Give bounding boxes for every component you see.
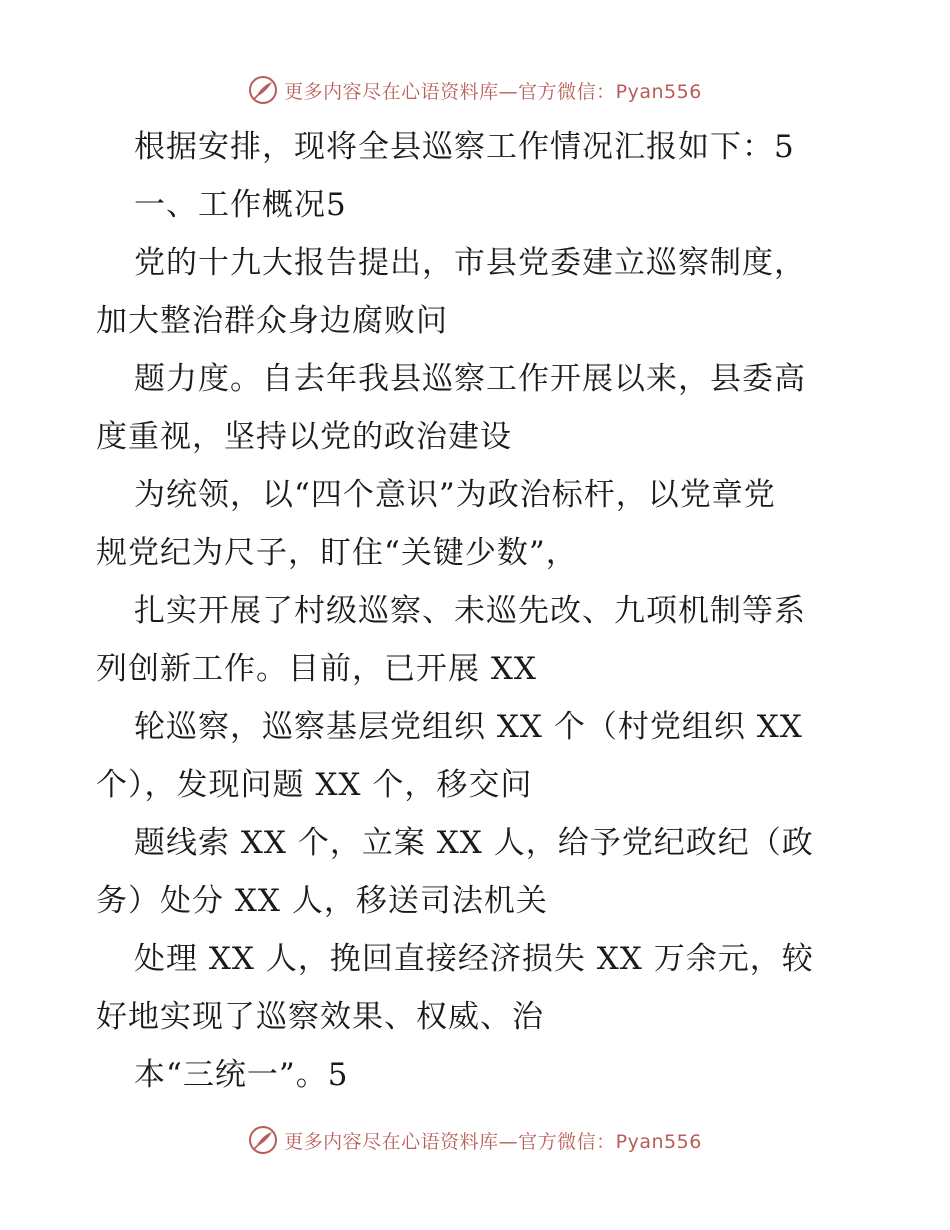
body-line: 本“三统一”。5 [134,1057,349,1093]
body-line: 务）处分 XX 人，移送司法机关 [96,883,548,919]
document-body [96,118,856,1104]
body-line: 规党纪为尺子，盯住“关键少数”， [96,535,578,571]
section-heading: 一、工作概况5 [134,187,347,223]
body-line: 为统领，以“四个意识”为政治标杆，以党章党 [134,477,776,513]
body-line: 扎实开展了村级巡察、未巡先改、九项机制等系 [134,593,806,629]
watermark-text: 更多内容尽在心语资料库—官方微信：Pyan556 [284,80,702,103]
body-line: 处理 XX 人，挽回直接经济损失 XX 万余元，较 [134,941,814,977]
body-line: 列创新工作。目前，已开展 XX [96,651,537,687]
body-line: 党的十九大报告提出，市县党委建立巡察制度， [134,245,806,281]
watermark-text: 更多内容尽在心语资料库—官方微信：Pyan556 [284,1130,702,1153]
body-line: 题力度。自去年我县巡察工作开展以来，县委高 [134,361,806,397]
body-line: 加大整治群众身边腐败问 [96,303,448,339]
body-line: 好地实现了巡察效果、权威、治 [96,999,544,1035]
footer-watermark [0,1120,950,1160]
feather-logo-icon [248,75,278,105]
body-line: 个），发现问题 XX 个，移交问 [96,767,533,803]
header-watermark [0,70,950,110]
body-line: 度重视，坚持以党的政治建设 [96,419,512,455]
body-line: 根据安排，现将全县巡察工作情况汇报如下：5 [134,129,795,165]
body-line: 题线索 XX 个，立案 XX 人，给予党纪政纪（政 [134,825,814,861]
feather-logo-icon [248,1125,278,1155]
body-line: 轮巡察，巡察基层党组织 XX 个（村党组织 XX [134,709,803,745]
